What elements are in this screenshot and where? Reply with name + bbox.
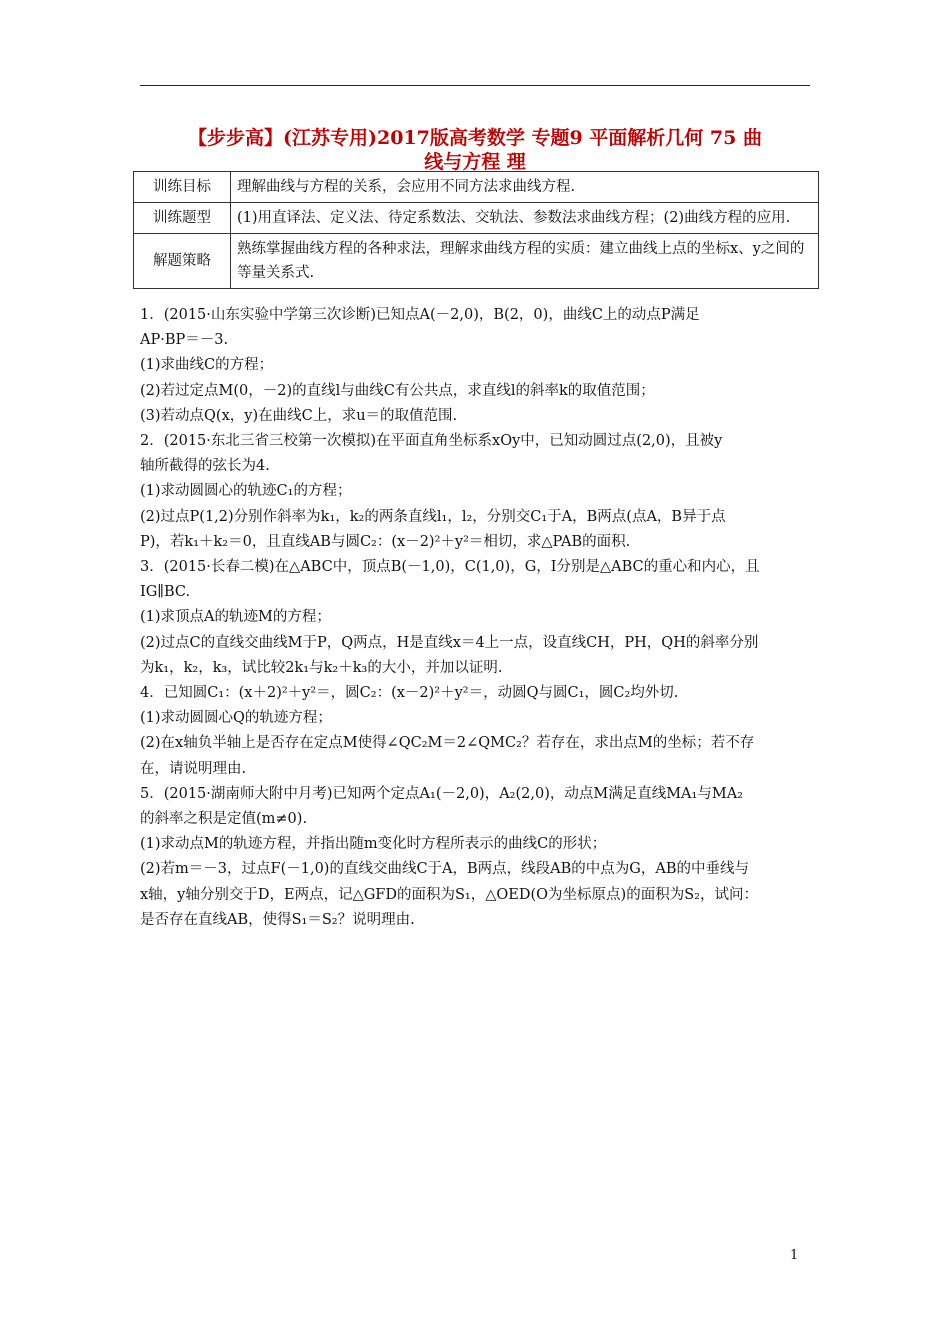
text-line: 5．(2015·湖南师大附中月考)已知两个定点A₁(－2,0)，A₂(2,0)，动点M满足直线MA₁与MA₂ bbox=[140, 785, 743, 802]
table-value: 熟练掌握曲线方程的各种求法，理解求曲线方程的实质：建立曲线上点的坐标x、y之间的等量关系式. bbox=[231, 234, 819, 289]
text-line: 为k₁，k₂，k₃，试比较2k₁与k₂＋k₃的大小，并加以证明. bbox=[140, 659, 503, 676]
text-line: (2)过点P(1,2)分别作斜率为k₁，k₂的两条直线l₁，l₂，分别交C₁于A，B两点(点A，B异于点 bbox=[140, 508, 726, 525]
text-line: (1)求动圆圆心的轨迹C₁的方程； bbox=[140, 483, 352, 500]
table-key: 训练目标 bbox=[134, 172, 231, 203]
text-line: (1)求曲线C的方程； bbox=[140, 357, 274, 374]
text-line: 2．(2015·东北三省三校第一次模拟)在平面直角坐标系xOy中，已知动圆过点(2,0)，且被y bbox=[140, 433, 723, 450]
text-line: 在，请说明理由. bbox=[140, 760, 247, 777]
header-rule bbox=[140, 85, 810, 86]
text-line: (3)若动点Q(x，y)在曲线C上，求u＝的取值范围. bbox=[140, 407, 458, 424]
text-line: 的斜率之积是定值(m≠0). bbox=[140, 811, 308, 828]
page-number: 1 bbox=[790, 1248, 799, 1263]
title-line-1: 【步步高】(江苏专用)2017版高考数学 专题9 平面解析几何 75 曲 bbox=[188, 127, 762, 149]
text-line: (1)求顶点A的轨迹M的方程； bbox=[140, 609, 331, 626]
problem-list bbox=[140, 303, 812, 933]
table-row bbox=[134, 203, 819, 234]
text-line: (2)若过定点M(0，－2)的直线l与曲线C有公共点，求直线l的斜率k的取值范围； bbox=[140, 382, 655, 399]
text-line: x轴，y轴分别交于D，E两点，记△GFD的面积为S₁，△OED(O为坐标原点)的面积为S₂，试问： bbox=[140, 886, 758, 903]
training-info-table bbox=[133, 171, 819, 289]
text-line: 3．(2015·长春二模)在△ABC中，顶点B(－1,0)，C(1,0)，G，I分别是△ABC的重心和内心，且 bbox=[140, 559, 760, 576]
text-line: (1)求动点M的轨迹方程，并指出随m变化时方程所表示的曲线C的形状； bbox=[140, 836, 607, 853]
table-key: 训练题型 bbox=[134, 203, 231, 234]
text-line: (1)求动圆圆心Q的轨迹方程； bbox=[140, 710, 332, 727]
text-line: 轴所截得的弦长为4. bbox=[140, 458, 270, 475]
title-line-2: 线与方程 理 bbox=[424, 151, 526, 173]
text-line: P)，若k₁＋k₂＝0，且直线AB与圆C₂：(x－2)²＋y²＝相切，求△PAB的面积. bbox=[140, 533, 631, 550]
table-value: (1)用直译法、定义法、待定系数法、交轨法、参数法求曲线方程；(2)曲线方程的应用. bbox=[231, 203, 819, 234]
text-line: (2)若m＝－3，过点F(－1,0)的直线交曲线C于A，B两点，线段AB的中点为G，AB的中垂线与 bbox=[140, 861, 750, 878]
table-key: 解题策略 bbox=[134, 234, 231, 289]
text-line: AP·BP＝－3. bbox=[140, 332, 229, 349]
document-title bbox=[140, 126, 810, 174]
table-row bbox=[134, 172, 819, 203]
table-value: 理解曲线与方程的关系，会应用不同方法求曲线方程. bbox=[231, 172, 819, 203]
text-line: 是否存在直线AB，使得S₁＝S₂？说明理由. bbox=[140, 911, 415, 928]
text-line: IG∥BC. bbox=[140, 584, 191, 601]
text-line: (2)在x轴负半轴上是否存在定点M使得∠QC₂M＝2∠QMC₂？若存在，求出点M的坐标；若不存 bbox=[140, 735, 755, 752]
table-row bbox=[134, 234, 819, 289]
text-line: 1．(2015·山东实验中学第三次诊断)已知点A(－2,0)，B(2，0)，曲线C上的动点P满足 bbox=[140, 307, 700, 323]
text-line: (2)过点C的直线交曲线M于P，Q两点，H是直线x＝4上一点，设直线CH，PH，QH的斜率分别 bbox=[140, 634, 759, 651]
text-line: 4．已知圆C₁：(x＋2)²＋y²＝，圆C₂：(x－2)²＋y²＝，动圆Q与圆C₁，圆C₂均外切. bbox=[140, 685, 679, 702]
